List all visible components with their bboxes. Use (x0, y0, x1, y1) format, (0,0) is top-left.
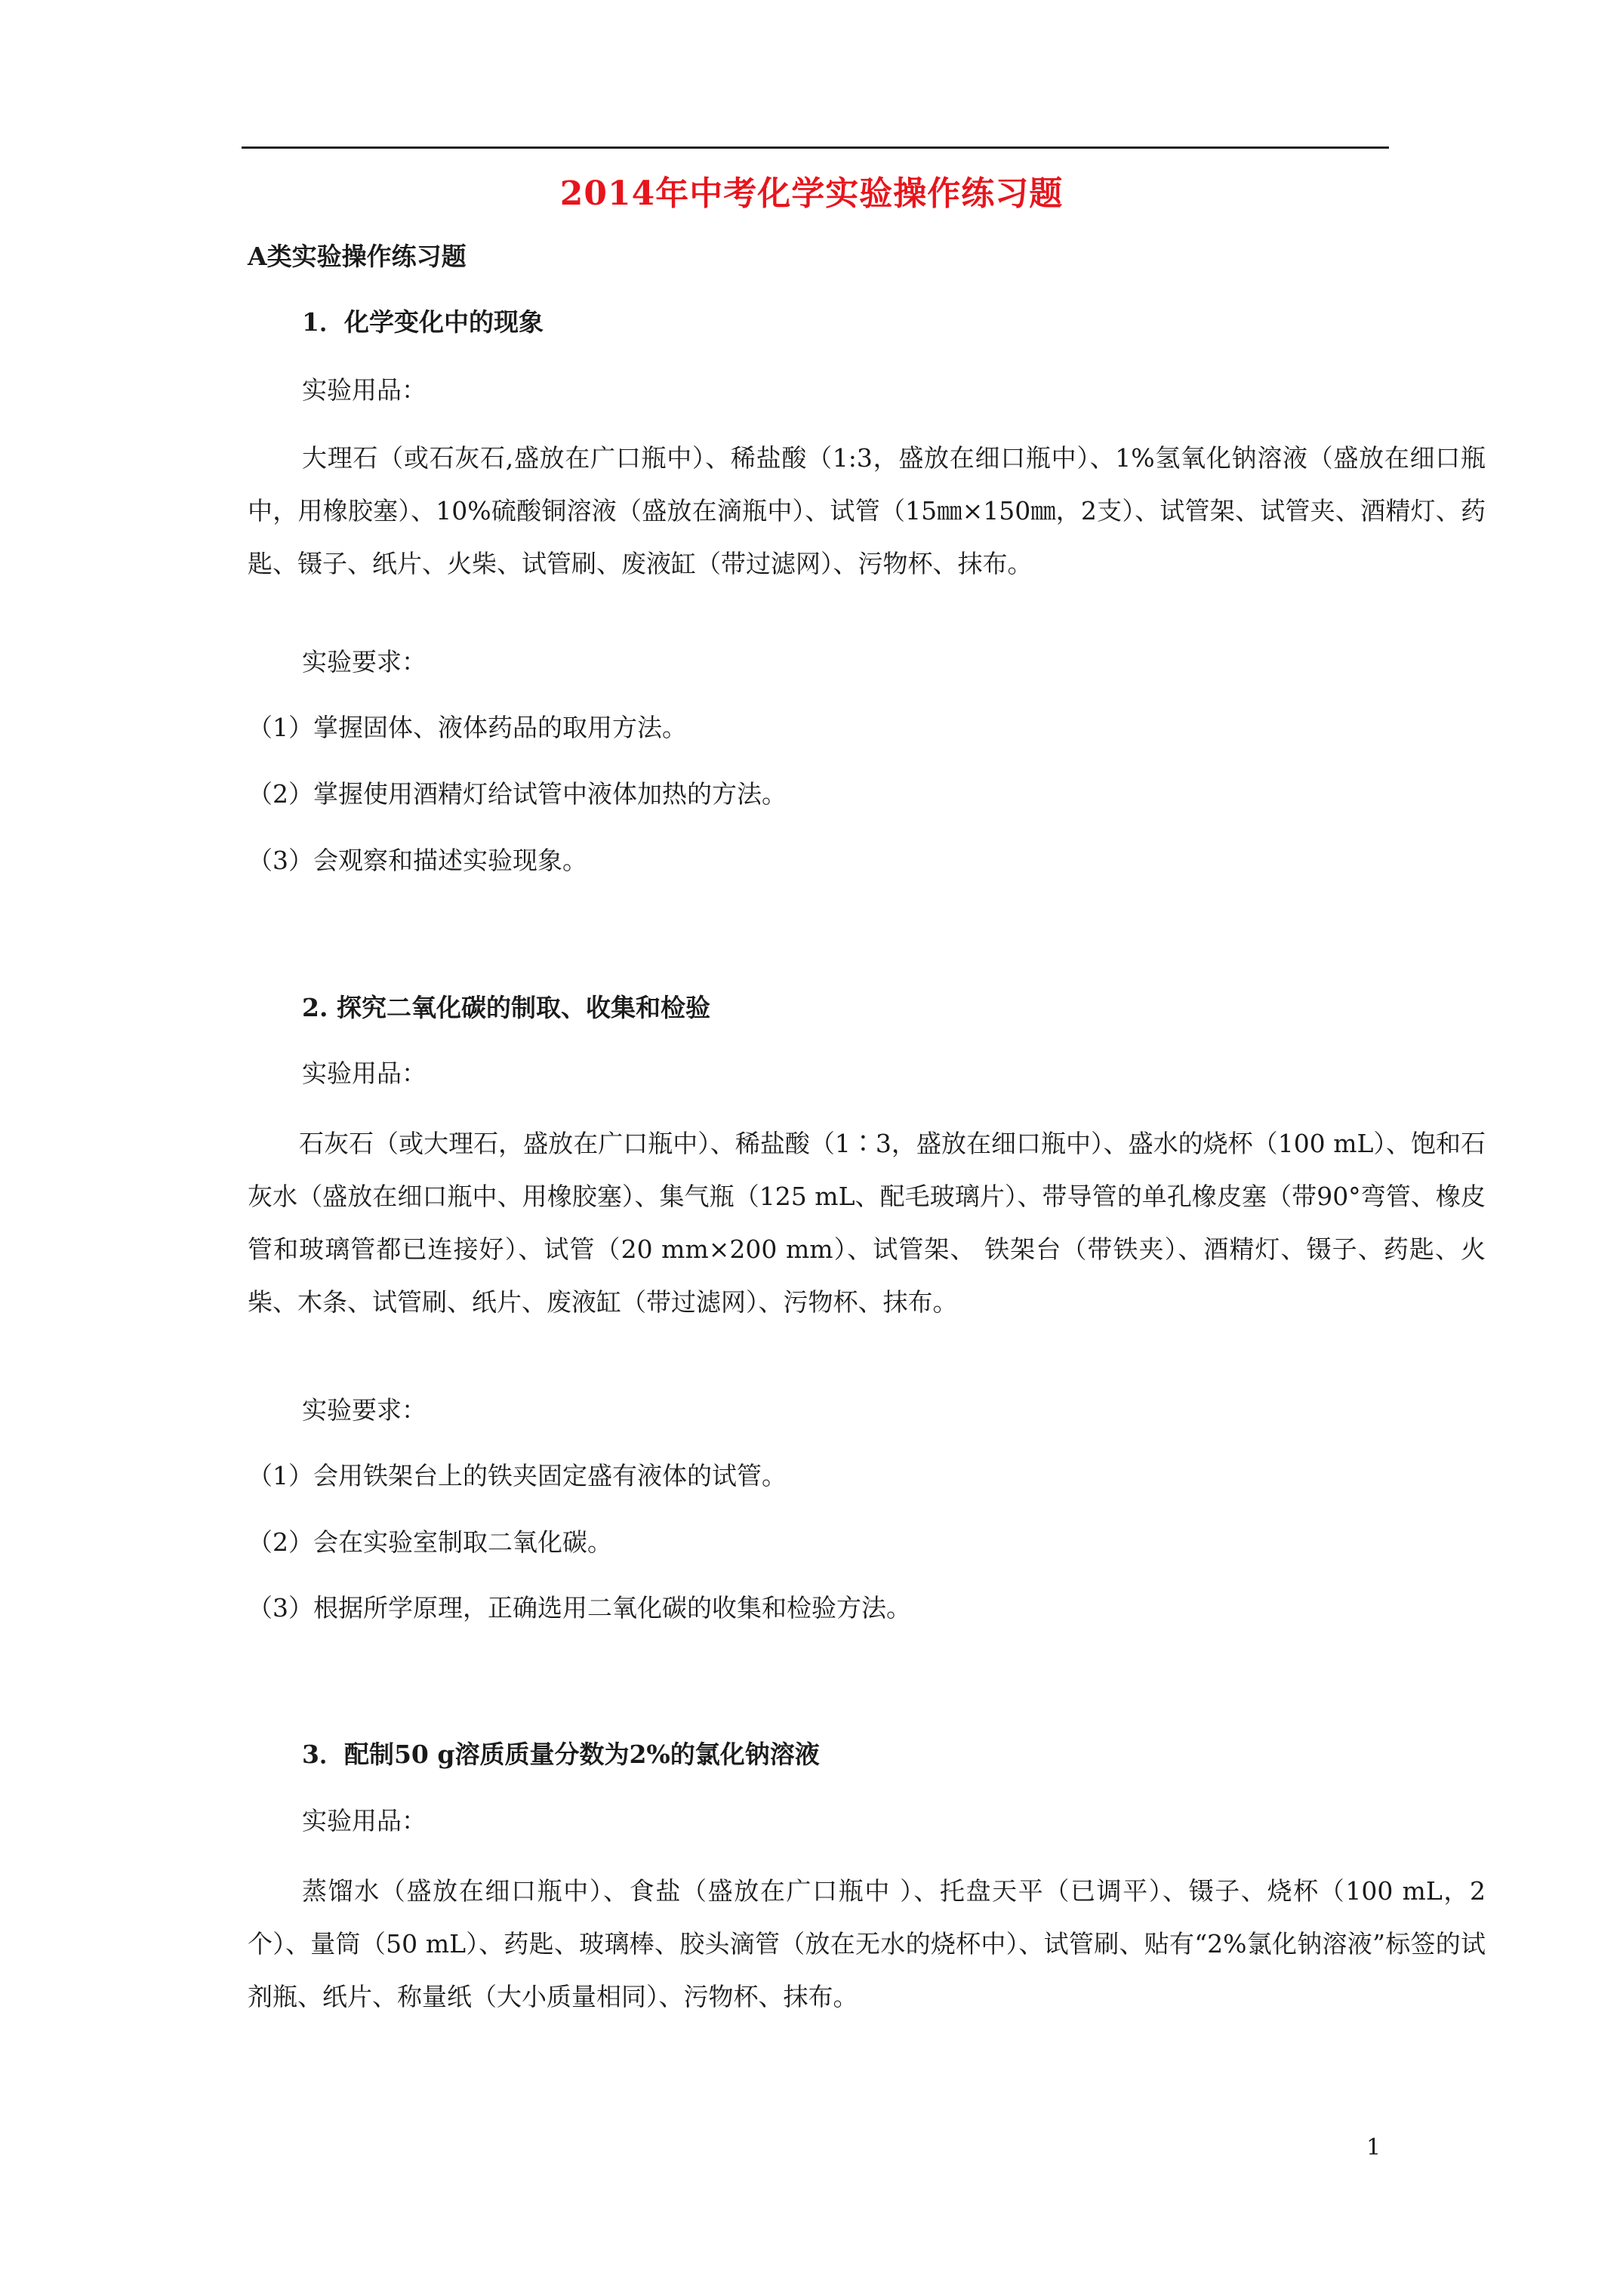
experiment-3-materials: 蒸馏水（盛放在细口瓶中）、食盐（盛放在广口瓶中 ）、托盘天平（已调平）、镊子、烧杯（100 mL，2个）、量筒（50 mL）、药匙、玻璃棒、胶头滴管（放在无水的烧杯中）、试管刷、贴有“2%氯化钠溶液”标签的试剂瓶、纸片、称量纸（大小质量相同）、污物杯、抹布。 (248, 1876, 1486, 2011)
header-rule (242, 146, 1389, 149)
experiment-2-requirements-label: 实验要求： (302, 1395, 427, 1425)
document-title: 2014年中考化学实验操作练习题 (559, 174, 1064, 213)
experiment-1-requirements-label: 实验要求： (302, 647, 427, 676)
experiment-1-requirement-1: （1）掌握固体、液体药品的取用方法。 (248, 713, 687, 742)
experiment-2-requirement-1: （1）会用铁架台上的铁夹固定盛有液体的试管。 (248, 1461, 787, 1490)
experiment-1-materials-label: 实验用品： (302, 375, 427, 405)
experiment-2-requirement-2: （2）会在实验室制取二氧化碳。 (248, 1527, 612, 1557)
experiment-2-materials: 石灰石（或大理石，盛放在广口瓶中）、稀盐酸（1∶3，盛放在细口瓶中）、盛水的烧杯（100 mL）、饱和石灰水（盛放在细口瓶中、用橡胶塞）、集气瓶（125 mL、配毛玻璃片）、带导管的单孔橡皮塞（带90°弯管、橡皮管和玻璃管都已连接好）、试管（20 mm×200 mm）、试管架、 铁架台（带铁夹）、酒精灯、镊子、药匙、火柴、木条、试管刷、纸片、废液缸（带过滤网）、污物杯、抹布。 (248, 1129, 1486, 1317)
experiment-3-heading: 3．配制50 g溶质质量分数为2%的氯化钠溶液 (302, 1740, 820, 1769)
experiment-2-heading: 2. 探究二氧化碳的制取、收集和检验 (302, 993, 710, 1022)
experiment-3-materials-label: 实验用品： (302, 1806, 427, 1835)
section-heading: A类实验操作练习题 (248, 242, 467, 271)
page-number: 1 (1366, 2134, 1381, 2161)
experiment-1-materials: 大理石（或石灰石,盛放在广口瓶中）、稀盐酸（1:3，盛放在细口瓶中）、1%氢氧化钠溶液（盛放在细口瓶中，用橡胶塞）、10%硫酸铜溶液（盛放在滴瓶中）、试管（15㎜×150㎜，2支）、试管架、试管夹、酒精灯、药匙、镊子、纸片、火柴、试管刷、废液缸（带过滤网）、污物杯、抹布。 (248, 443, 1486, 578)
experiment-1-requirement-3: （3）会观察和描述实验现象。 (248, 846, 587, 875)
experiment-1-requirement-2: （2）掌握使用酒精灯给试管中液体加热的方法。 (248, 779, 787, 809)
experiment-2-requirement-3: （3）根据所学原理，正确选用二氧化碳的收集和检验方法。 (248, 1593, 911, 1623)
experiment-2-materials-label: 实验用品： (302, 1059, 427, 1088)
experiment-1-heading: 1．化学变化中的现象 (302, 307, 544, 337)
